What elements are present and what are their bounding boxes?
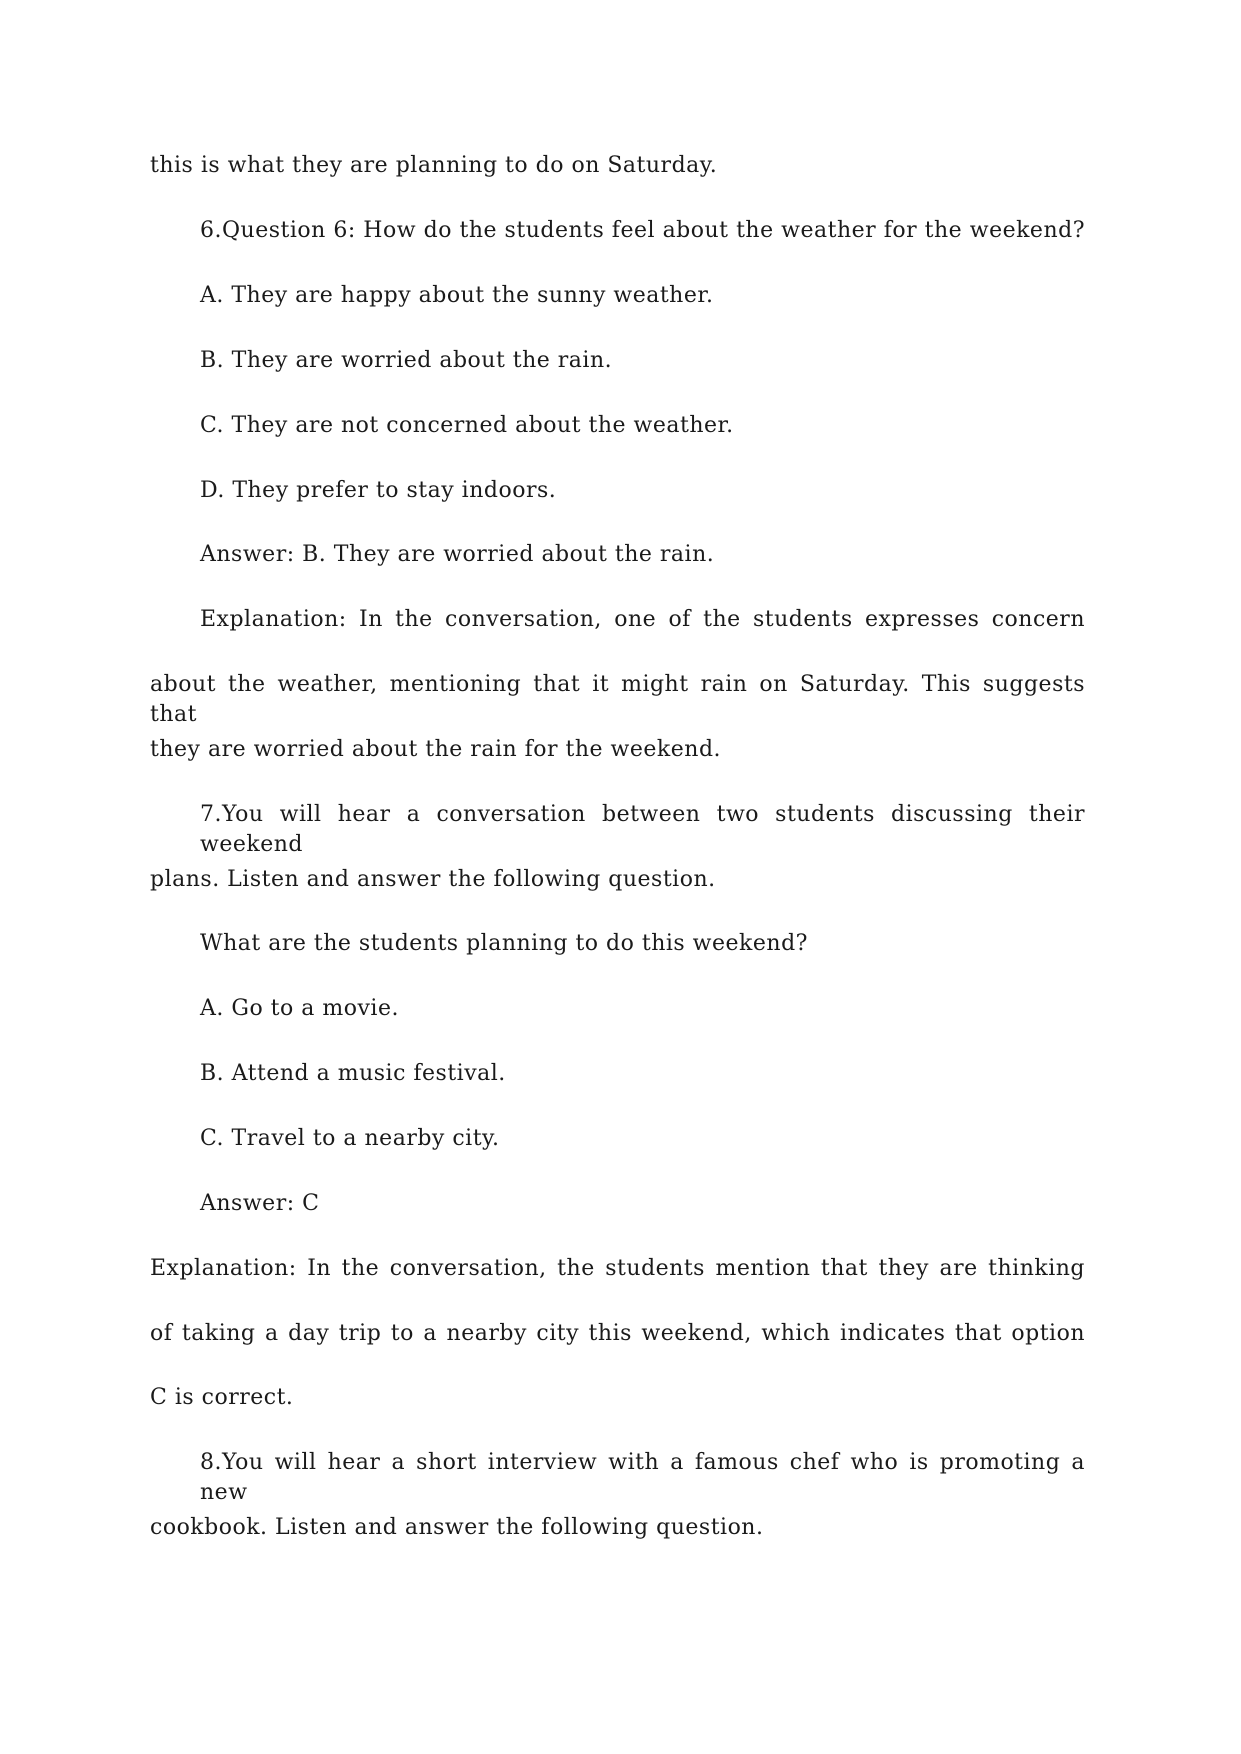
question-7-stem: 7.You will hear a conversation between two students discussing their weekend bbox=[200, 802, 1085, 857]
option-c: C. They are not concerned about the weather. bbox=[200, 413, 734, 438]
explanation-continued: they are worried about the rain for the weekend. bbox=[150, 737, 722, 762]
answer: Answer: C bbox=[200, 1191, 320, 1216]
option-c: C. Travel to a nearby city. bbox=[200, 1126, 500, 1151]
text-line: this is what they are planning to do on Saturday. bbox=[150, 153, 718, 178]
question-6-stem: 6.Question 6: How do the students feel about the weather for the weekend? bbox=[200, 218, 1085, 243]
option-a: A. Go to a movie. bbox=[200, 996, 399, 1021]
option-a: A. They are happy about the sunny weather. bbox=[200, 283, 714, 308]
explanation-continued: about the weather, mentioning that it might rain on Saturday. This suggests that bbox=[150, 672, 1085, 727]
explanation-continued: C is correct. bbox=[150, 1385, 294, 1410]
answer: Answer: B. They are worried about the rain. bbox=[200, 542, 715, 567]
option-d: D. They prefer to stay indoors. bbox=[200, 478, 557, 503]
explanation: Explanation: In the conversation, the students mention that they are thinking bbox=[150, 1256, 1085, 1281]
question-8-stem: 8.You will hear a short interview with a famous chef who is promoting a new bbox=[200, 1450, 1085, 1505]
question-8-stem-continued: cookbook. Listen and answer the following question. bbox=[150, 1515, 764, 1540]
question-7-prompt: What are the students planning to do this weekend? bbox=[200, 931, 808, 956]
option-b: B. They are worried about the rain. bbox=[200, 348, 613, 373]
option-b: B. Attend a music festival. bbox=[200, 1061, 506, 1086]
question-7-stem-continued: plans. Listen and answer the following question. bbox=[150, 867, 716, 892]
explanation: Explanation: In the conversation, one of the students expresses concern bbox=[200, 607, 1085, 632]
explanation-continued: of taking a day trip to a nearby city this weekend, which indicates that option bbox=[150, 1321, 1085, 1346]
